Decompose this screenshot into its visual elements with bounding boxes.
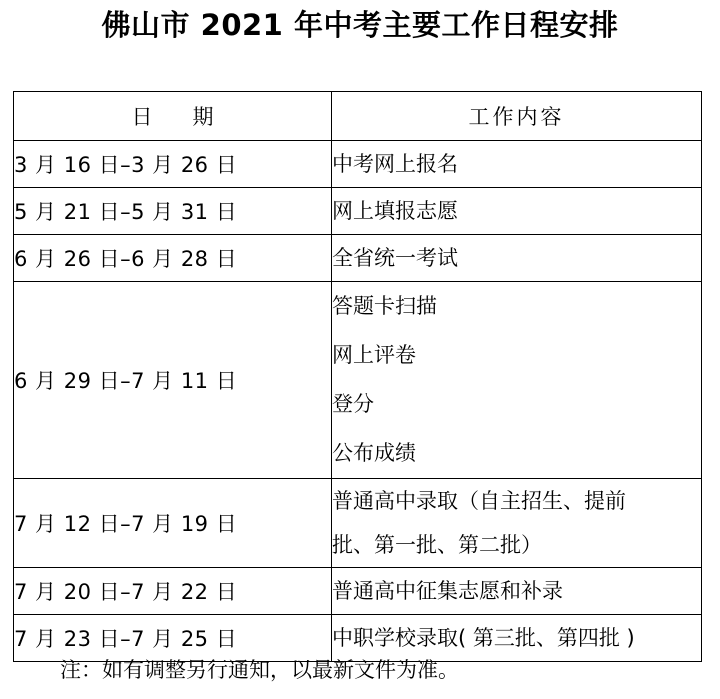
- row-content: [332, 479, 702, 568]
- table-row: [14, 188, 702, 235]
- schedule-table: [13, 91, 702, 662]
- content-line: 登分: [332, 392, 374, 416]
- header-date: 日期: [14, 92, 332, 141]
- footnote: 注：如有调整另行通知，以最新文件为准。: [60, 658, 459, 682]
- row-content: 网上填报志愿: [332, 188, 702, 235]
- row-date: 5 月 21 日–5 月 31 日: [14, 188, 332, 235]
- content-line: 答题卡扫描: [332, 294, 437, 318]
- row-date: 7 月 20 日–7 月 22 日: [14, 568, 332, 615]
- table-row: [14, 141, 702, 188]
- table-row: [14, 568, 702, 615]
- row-date: 6 月 26 日–6 月 28 日: [14, 235, 332, 282]
- content-line: 网上评卷: [332, 343, 416, 367]
- row-content: 普通高中征集志愿和补录: [332, 568, 702, 615]
- table-row: [14, 479, 702, 568]
- row-date: 7 月 23 日–7 月 25 日: [14, 615, 332, 662]
- content-line: 普通高中录取（自主招生、提前: [332, 489, 626, 513]
- row-content: 中职学校录取( 第三批、第四批 ): [332, 615, 702, 662]
- header-content: 工作内容: [332, 92, 702, 141]
- row-content: 全省统一考试: [332, 235, 702, 282]
- table-row: [14, 282, 702, 479]
- content-line: 公布成绩: [332, 441, 416, 465]
- row-date: 7 月 12 日–7 月 19 日: [14, 479, 332, 568]
- row-content: [332, 282, 702, 479]
- content-line: 批、第一批、第二批）: [332, 533, 542, 557]
- row-date: 3 月 16 日–3 月 26 日: [14, 141, 332, 188]
- table-header-row: [14, 92, 702, 141]
- row-date: 6 月 29 日–7 月 11 日: [14, 282, 332, 479]
- row-content: 中考网上报名: [332, 141, 702, 188]
- page-title: 佛山市 2021 年中考主要工作日程安排: [101, 8, 619, 42]
- table-row: [14, 235, 702, 282]
